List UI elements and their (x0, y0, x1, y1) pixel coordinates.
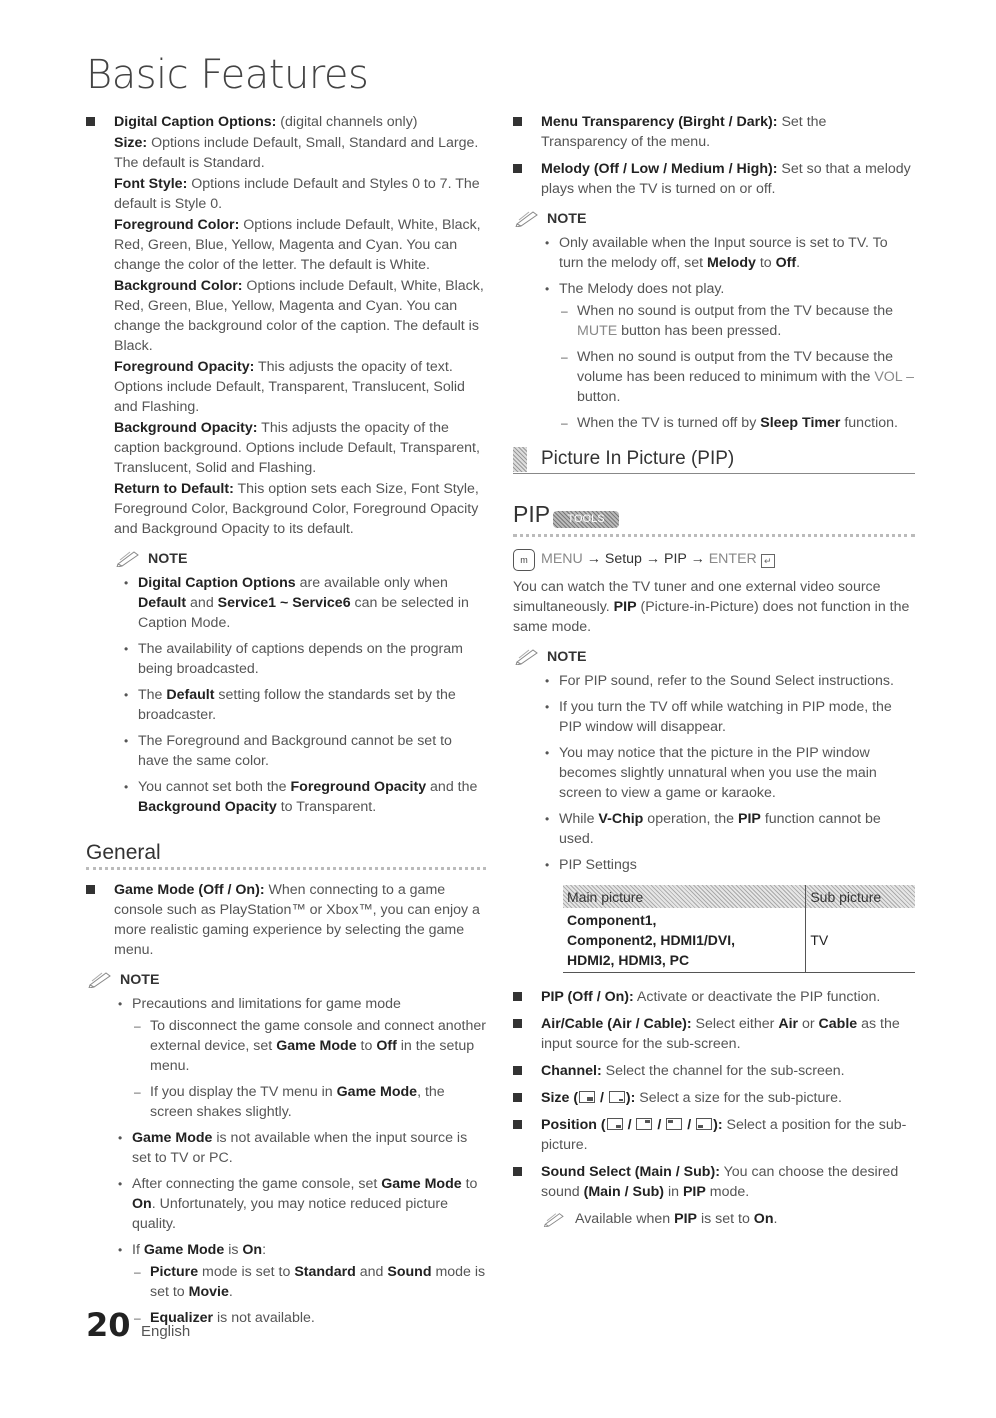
position-top-right-icon (636, 1118, 652, 1130)
pip-section-heading: Picture In Picture (PIP) (513, 447, 915, 474)
list-item: • The availability of captions depends on the program being broadcasted. (138, 639, 486, 679)
pencil-note-icon (515, 209, 541, 227)
note-heading: NOTE (513, 209, 915, 229)
caption-notes-list (86, 573, 486, 817)
caption-return-to-default: Return to Default: This option sets each Size, Font Style, Foreground Color, Background Color, Foreground Opacity and Background Opacity to its default. (114, 481, 479, 537)
note-heading: NOTE (513, 647, 915, 667)
square-bullet-icon (86, 885, 95, 894)
square-bullet-icon (513, 1093, 522, 1102)
list-item: • After connecting the game console, set Game Mode to On. Unfortunately, you may notice reduced picture quality. (132, 1174, 486, 1234)
page-language: English (140, 1323, 191, 1340)
list-item: – If you display the TV menu in Game Mode, the screen shakes slightly. (150, 1082, 486, 1122)
list-item: • The Melody does not play. – When no sound is output from the TV because the MUTE button has been pressed. – When no sound is output from the TV because the volume has been reduced to minimum with the VOL – button. – When the TV is turned off by Sleep Timer function. (559, 279, 915, 433)
general-heading: General (86, 843, 486, 870)
pip-settings-table (563, 885, 915, 973)
page-number: 20 (86, 1306, 131, 1344)
list-item: • For PIP sound, refer to the Sound Select instructions. (559, 671, 915, 691)
sound-select: Sound Select (Main / Sub): You can choose the desired sound (Main / Sub) in PIP mode. (513, 1162, 915, 1202)
melody: Melody (Off / Low / Medium / High): Set so that a melody plays when the TV is turned on or off. (513, 159, 915, 199)
caption-foreground-color: Foreground Color: Options include Default, White, Black, Red, Green, Blue, Yellow, Magenta and Cyan. You can change the color of the letter. The default is White. (114, 217, 481, 273)
left-column (86, 112, 486, 1334)
list-item: • Precautions and limitations for game mode – To disconnect the game console and connect another external device, set Game Mode to Off in the setup menu. – If you display the TV menu in Game Mode, the screen shakes slightly. (132, 994, 486, 1122)
list-item: • You cannot set both the Foreground Opacity and the Background Opacity to Transparent. (138, 777, 486, 817)
enter-icon: ↵ (761, 554, 775, 568)
menu-icon: m (513, 549, 535, 571)
right-column (513, 112, 915, 1229)
size-large-icon (579, 1091, 595, 1103)
tools-badge: TOOLS (553, 511, 619, 528)
square-bullet-icon (513, 1120, 522, 1129)
position-bottom-right-icon (607, 1118, 623, 1130)
sound-select-note: Available when PIP is set to On. (513, 1209, 915, 1229)
list-item: – When no sound is output from the TV because the MUTE button has been pressed. (577, 301, 915, 341)
table-cell: Component1, Component2, HDMI1/DVI, HDMI2, HDMI3, PC (563, 908, 806, 973)
menu-path: m MENU → Setup → PIP → ENTER ↵ (513, 549, 915, 571)
table-row (563, 908, 915, 973)
air-cable: Air/Cable (Air / Cable): Select either Air or Cable as the input source for the sub-screen. (513, 1014, 915, 1054)
pencil-note-icon (515, 647, 541, 665)
size-small-icon (609, 1091, 625, 1103)
pip-on-off: PIP (Off / On): Activate or deactivate the PIP function. (513, 987, 915, 1007)
note-heading: NOTE (86, 970, 486, 990)
melody-notes-list (513, 233, 915, 433)
table-header: Sub picture (806, 885, 915, 908)
position-top-left-icon (666, 1118, 682, 1130)
square-bullet-icon (86, 117, 95, 126)
caption-size: Size: Options include Default, Small, Standard and Large. The default is Standard. (114, 135, 479, 171)
caption-background-color: Background Color: Options include Default, White, Black, Red, Green, Blue, Yellow, Magenta and Cyan. You can change the background color of the caption. The default is Black. (114, 278, 484, 354)
game-notes-list (86, 994, 486, 1328)
pip-title-row (513, 501, 915, 537)
caption-foreground-opacity: Foreground Opacity: This adjusts the opacity of text. Options include Default, Transparent, Translucent, Solid and Flashing. (114, 359, 465, 415)
size: Size ( / ): Select a size for the sub-picture. (513, 1088, 915, 1108)
list-item: • If you turn the TV off while watching in PIP mode, the PIP window will disappear. (559, 697, 915, 737)
section-bar-icon (513, 447, 527, 472)
square-bullet-icon (513, 164, 522, 173)
list-item: • You may notice that the picture in the PIP window becomes slightly unnatural when you use the main screen to view a game or karaoke. (559, 743, 915, 803)
list-item: • PIP Settings (559, 855, 915, 875)
page-title: Basic Features (86, 52, 369, 98)
position-bottom-left-icon (696, 1118, 712, 1130)
table-cell: TV (806, 908, 915, 973)
pip-title: PIP (513, 501, 551, 527)
list-item: – When no sound is output from the TV because the volume has been reduced to minimum with the VOL – button. (577, 347, 915, 407)
list-item: – Equalizer is not available. (150, 1308, 486, 1328)
list-item: • Digital Caption Options are available only when Default and Service1 ~ Service6 can be selected in Caption Mode. (138, 573, 486, 633)
list-item: • The Default setting follow the standards set by the broadcaster. (138, 685, 486, 725)
square-bullet-icon (513, 1019, 522, 1028)
game-mode: Game Mode (Off / On): When connecting to a game console such as PlayStation™ or Xbox™, you can enjoy a more realistic gaming experience by selecting the game menu. (86, 880, 486, 960)
square-bullet-icon (513, 992, 522, 1001)
list-item: • While V-Chip operation, the PIP function cannot be used. (559, 809, 915, 849)
digital-caption-options: Digital Caption Options: (digital channels only) Size: Options include Default, Small, Standard and Large. The default is Standard. Font Style: Options include Default and Styles 0 to 7. The default is Style 0. Foreground Color: Options include Default, White, Black, Red, Green, Blue, Yellow, Magenta and Cyan. You can change the color of the letter. The default is White. Background Color: Options include Default, White, Black, Red, Green, Blue, Yellow, Magenta and Cyan. You can change the background color of the caption. The default is Black. Foreground Opacity: This adjusts the opacity of text. Options include Default, Transparent, Translucent, Solid and Flashing. Background Opacity: This adjusts the opacity of the caption background. Options include Default, Transparent, Translucent, Solid and Flashing. Return to Default: This option sets each Size, Font Style, Foreground Color, Background Color, Foreground Opacity and Background Opacity to its default. (86, 112, 486, 539)
table-header: Main picture (563, 885, 806, 908)
square-bullet-icon (513, 117, 522, 126)
position: Position ( / / / ): Select a position for the sub-picture. (513, 1115, 915, 1155)
pip-description: You can watch the TV tuner and one external video source simultaneously. PIP (Picture-in-Picture) does not function in the same mode. (513, 579, 910, 635)
page-footer (86, 1306, 190, 1344)
pencil-note-icon (543, 1211, 567, 1227)
square-bullet-icon (513, 1167, 522, 1176)
caption-background-opacity: Background Opacity: This adjusts the opacity of the caption background. Options include Default, Transparent, Translucent, Solid and Flashing. (114, 420, 480, 476)
list-item: • The Foreground and Background cannot be set to have the same color. (138, 731, 486, 771)
channel: Channel: Select the channel for the sub-screen. (513, 1061, 915, 1081)
pencil-note-icon (116, 549, 142, 567)
pencil-note-icon (88, 970, 114, 988)
caption-font-style: Font Style: Options include Default and Styles 0 to 7. The default is Style 0. (114, 176, 480, 212)
list-item: • If Game Mode is On: – Picture mode is set to Standard and Sound mode is set to Movie. – Equalizer is not available. (132, 1240, 486, 1328)
note-heading: NOTE (114, 549, 486, 569)
list-item: – When the TV is turned off by Sleep Timer function. (577, 413, 915, 433)
list-item: – To disconnect the game console and connect another external device, set Game Mode to Off in the setup menu. (150, 1016, 486, 1076)
list-item: – Picture mode is set to Standard and Sound mode is set to Movie. (150, 1262, 486, 1302)
square-bullet-icon (513, 1066, 522, 1075)
list-item: • Game Mode is not available when the input source is set to TV or PC. (132, 1128, 486, 1168)
list-item: • Only available when the Input source is set to TV. To turn the melody off, set Melody to Off. (559, 233, 915, 273)
pip-notes-list (513, 671, 915, 875)
menu-transparency: Menu Transparency (Birght / Dark): Set the Transparency of the menu. (513, 112, 915, 152)
